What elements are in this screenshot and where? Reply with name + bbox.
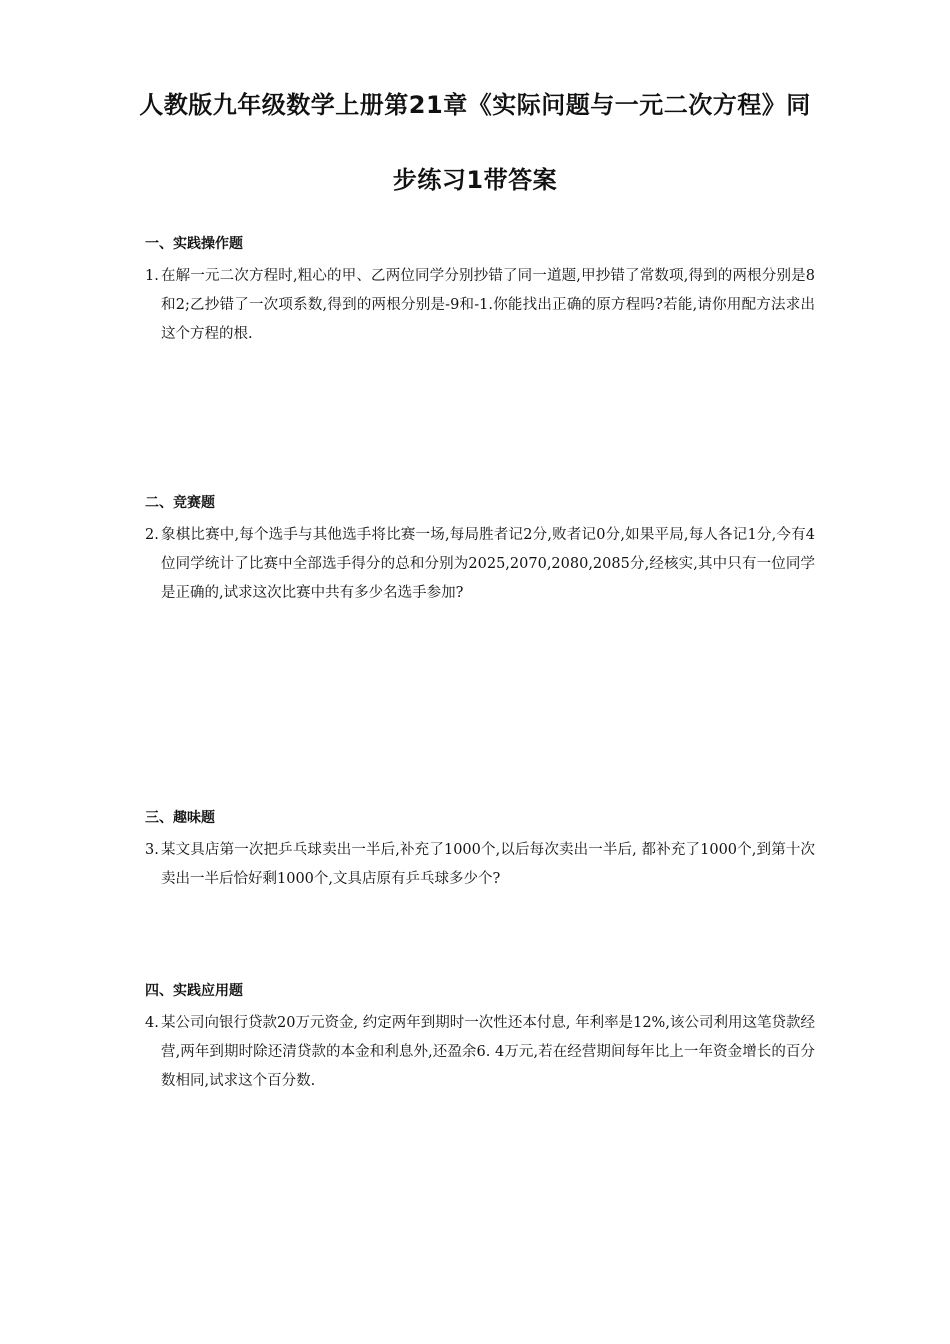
problem-number: 4. [145,1015,159,1031]
document-title-line-1: 人教版九年级数学上册第21章《实际问题与一元二次方程》同 [139,91,811,119]
problem-number: 1. [145,268,159,284]
problem-text: 在解一元二次方程时,粗心的甲、乙两位同学分别抄错了同一道题,甲抄错了常数项,得到的两根分别是8和2;乙抄错了一次项系数,得到的两根分别是-9和-1.你能找出正确的原方程吗?若能,请你用配方法求出这个方程的根. [161,268,815,342]
document-title-line-2: 步练习1带答案 [392,166,558,194]
section-practical-application [145,981,815,1096]
section-heading: 四、实践应用题 [145,983,243,999]
section-heading: 三、趣味题 [145,810,215,826]
problem-2 [145,521,815,608]
problem-text: 某文具店第一次把乒乓球卖出一半后,补充了1000个,以后每次卖出一半后, 都补充了1000个,到第十次卖出一半后恰好剩1000个,文具店原有乒乓球多少个? [161,842,815,887]
problem-number: 2. [145,527,159,543]
section-practical-operation [145,234,815,349]
problem-text: 象棋比赛中,每个选手与其他选手将比赛一场,每局胜者记2分,败者记0分,如果平局,每人各记1分,今有4 位同学统计了比赛中全部选手得分的总和分别为2025,2070,2080,2085分,经核实,其中只有一位同学是正确的,试求这次比赛中共有多少名选手参加? [161,527,815,601]
problem-4 [145,1009,815,1096]
problem-number: 3. [145,842,159,858]
problem-1 [145,262,815,349]
problem-3 [145,836,815,894]
section-fun-problem [145,808,815,894]
section-competition [145,493,815,608]
section-heading: 一、实践操作题 [145,236,243,252]
problem-text: 某公司向银行贷款20万元资金, 约定两年到期时一次性还本付息, 年利率是12%,该公司利用这笔贷款经营,两年到期时除还清贷款的本金和利息外,还盈余6. 4万元,若在经营期间每年比上一年资金增长的百分数相同,试求这个百分数. [161,1015,815,1089]
section-heading: 二、竞赛题 [145,495,215,511]
